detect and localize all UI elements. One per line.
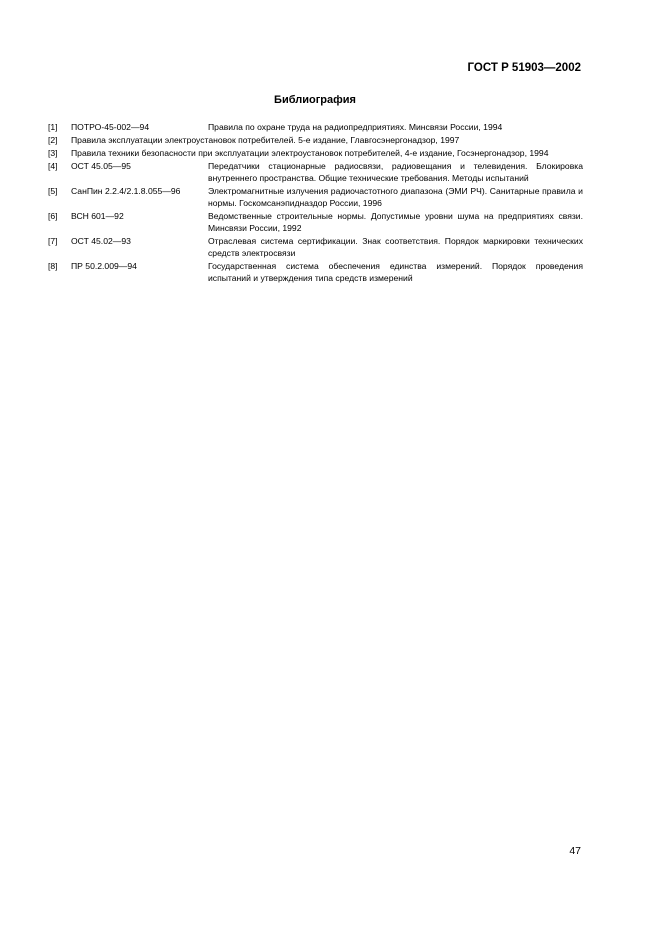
entry-code: ОСТ 45.02—93 — [71, 236, 131, 246]
entry-code: СанПин 2.2.4/2.1.8.055—96 — [71, 186, 181, 196]
entry-description: Правила эксплуатации электроустановок потребителей. 5-е издание, Главгосэнергонадзор, 1997 — [71, 135, 460, 145]
bibliography-entry-4 — [48, 160, 583, 184]
bibliography-entry-3 — [48, 147, 583, 159]
entry-code: ОСТ 45.05—95 — [71, 161, 131, 171]
section-title: Библиография — [274, 94, 356, 106]
entry-number: [5] — [48, 186, 58, 196]
entry-description: Электромагнитные излучения радиочастотного диапазона (ЭМИ РЧ). Санитарные правила и нормы. Госкомсанэпидназдор России, 1996 — [208, 186, 583, 208]
entry-description: Государственная система обеспечения единства измерений. Порядок проведения испытаний и утверждения типа средств измерений — [208, 261, 583, 283]
entry-number: [7] — [48, 236, 58, 246]
entry-description: Ведомственные строительные нормы. Допустимые уровни шума на предприятиях связи. Минсвязи России, 1992 — [208, 211, 583, 233]
bibliography-entry-6 — [48, 210, 583, 234]
bibliography-entry-7 — [48, 235, 583, 259]
entry-description: Правила по охране труда на радиопредприятиях. Минсвязи России, 1994 — [208, 122, 503, 132]
entry-code: ПОТРО-45-002—94 — [71, 122, 150, 132]
entry-number: [1] — [48, 122, 58, 132]
entry-description: Правила техники безопасности при эксплуатации электроустановок потребителей, 4-е издание, Госэнергонадзор, 1994 — [71, 148, 549, 158]
entry-description: Отраслевая система сертификации. Знак соответствия. Порядок маркировки технических средств электросвязи — [208, 236, 583, 258]
entry-number: [4] — [48, 161, 58, 171]
entry-code: ПР 50.2.009—94 — [71, 261, 137, 271]
bibliography-entry-2 — [48, 134, 583, 146]
entry-number: [6] — [48, 211, 58, 221]
entry-number: [3] — [48, 148, 58, 158]
entry-number: [2] — [48, 135, 58, 145]
entry-code: ВСН 601—92 — [71, 211, 124, 221]
bibliography-entry-5 — [48, 185, 583, 209]
bibliography-entry-1 — [48, 121, 583, 133]
bibliography-list — [48, 121, 583, 285]
entry-description: Передатчики стационарные радиосвязи, радиовещания и телевидения. Блокировка внутреннего пространства. Общие технические требования. Методы испытаний — [208, 161, 583, 183]
bibliography-entry-8 — [48, 260, 583, 284]
page-number: 47 — [569, 845, 581, 857]
document-code: ГОСТ Р 51903—2002 — [467, 62, 581, 74]
entry-number: [8] — [48, 261, 58, 271]
